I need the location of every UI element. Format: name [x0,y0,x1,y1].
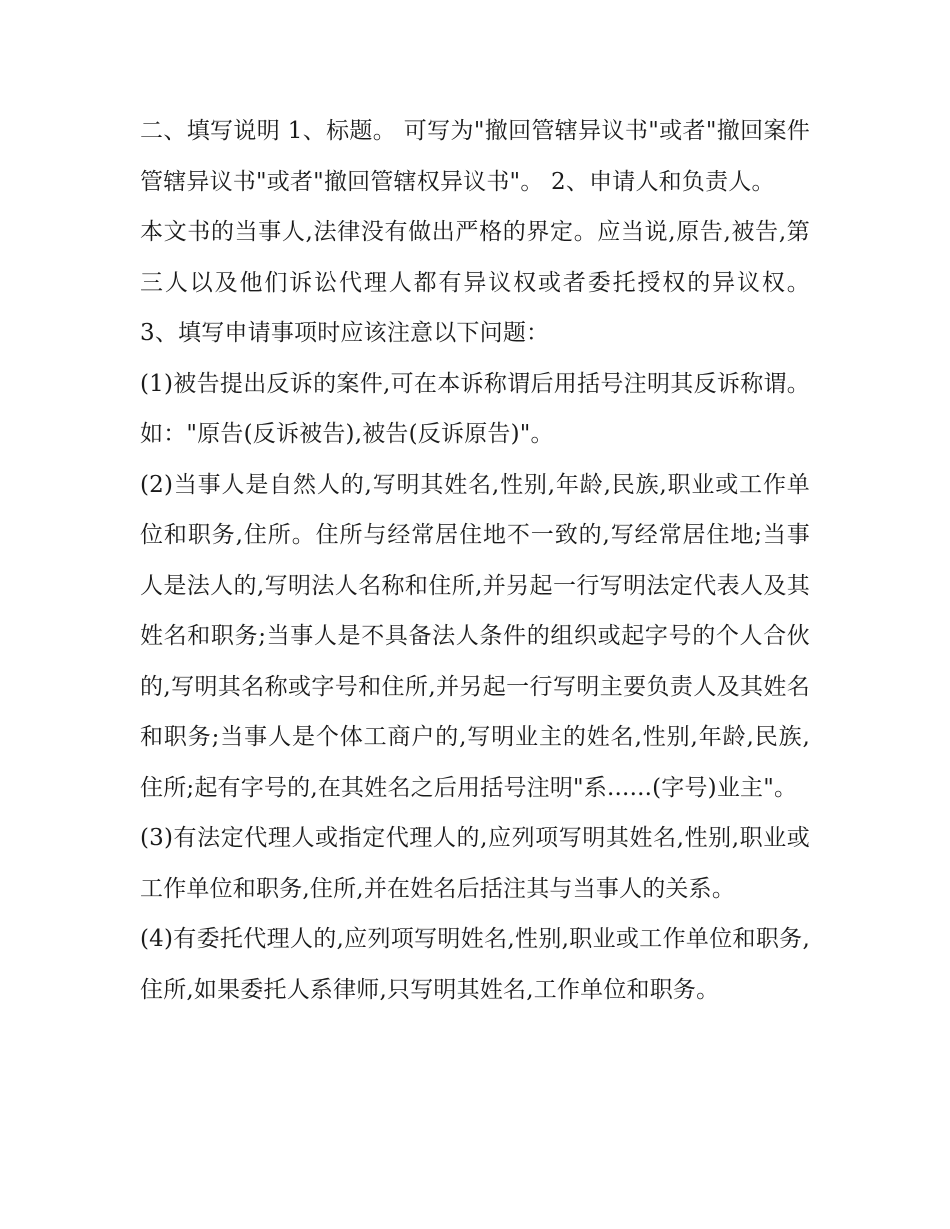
paragraph-item-2: (2)当事人是自然人的,写明其姓名,性别,年龄,民族,职业或工作单位和职务,住所。住所与经常居住地不一致的,写经常居住地;当事人是法人的,写明法人名称和住所,并另起一行写明法定代表人及其姓名和职务;当事人是不具备法人条件的组织或起字号的个人合伙的,写明其名称或字号和住所,并另起一行写明主要负责人及其姓名和职务;当事人是个体工商户的,写明业主的姓名,性别,年龄,民族,住所;起有字号的,在其姓名之后用括号注明"系......(字号)业主"。 [140,471,810,801]
paragraph-item-3: (3)有法定代理人或指定代理人的,应列项写明其姓名,性别,职业或工作单位和职务,住所,并在姓名后括注其与当事人的关系。 [140,825,810,902]
paragraph-item-4: (4)有委托代理人的,应列项写明姓名,性别,职业或工作单位和职务,住所,如果委托人系律师,只写明其姓名,工作单位和职务。 [140,926,810,1003]
document-body [140,106,810,1015]
paragraph-instructions-title: 二、填写说明 1、标题。 可写为"撤回管辖异议书"或者"撤回案件管辖异议书"或者"撤回管辖权异议书"。 2、申请人和负责人。 [140,118,810,195]
paragraph-item-1: (1)被告提出反诉的案件,可在本诉称谓后用括号注明其反诉称谓。如："原告(反诉被告),被告(反诉原告)"。 [140,370,810,447]
paragraph-parties: 本文书的当事人,法律没有做出严格的界定。应当说,原告,被告,第三人以及他们诉讼代理人都有异议权或者委托授权的异议权。 3、填写申请事项时应该注意以下问题： [140,219,810,346]
